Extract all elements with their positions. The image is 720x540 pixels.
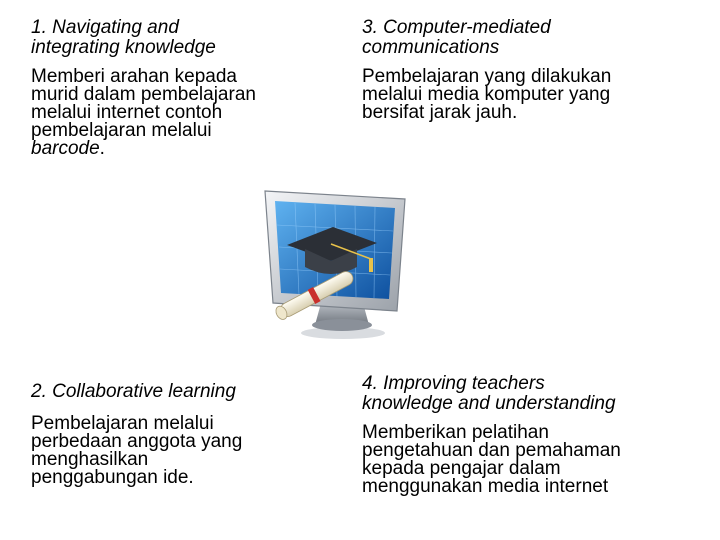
section-body: Memberikan pelatihan pengetahuan dan pemahaman kepada pengajar dalam menggunakan media internet bbox=[362, 422, 621, 497]
section-navigating-knowledge bbox=[31, 18, 331, 158]
section-heading: 4. Improving teachers knowledge and understanding bbox=[362, 373, 616, 414]
section-computer-mediated bbox=[362, 18, 692, 122]
section-body-suffix: . bbox=[99, 138, 105, 159]
section-body bbox=[31, 68, 331, 158]
section-heading: 1. Navigating and integrating knowledge bbox=[31, 17, 216, 58]
section-improving-teachers bbox=[362, 374, 702, 496]
section-body-emphasis: barcode bbox=[31, 138, 100, 159]
cap-tassel bbox=[369, 258, 373, 272]
section-heading: 3. Computer-mediated communications bbox=[362, 17, 551, 58]
section-collaborative-learning bbox=[31, 382, 331, 487]
section-body: Pembelajaran melalui perbedaan anggota yang menghasilkan penggabungan ide. bbox=[31, 413, 243, 488]
section-body: Pembelajaran yang dilakukan melalui media komputer yang bersifat jarak jauh. bbox=[362, 66, 612, 123]
computer-monitor-graduation-cap-diploma-icon bbox=[255, 185, 415, 345]
monitor-base bbox=[312, 319, 372, 331]
section-body-text: Memberi arahan kepada murid dalam pembelajaran melalui internet contoh pembelajaran melalui bbox=[31, 66, 256, 141]
section-heading: 2. Collaborative learning bbox=[31, 381, 236, 402]
